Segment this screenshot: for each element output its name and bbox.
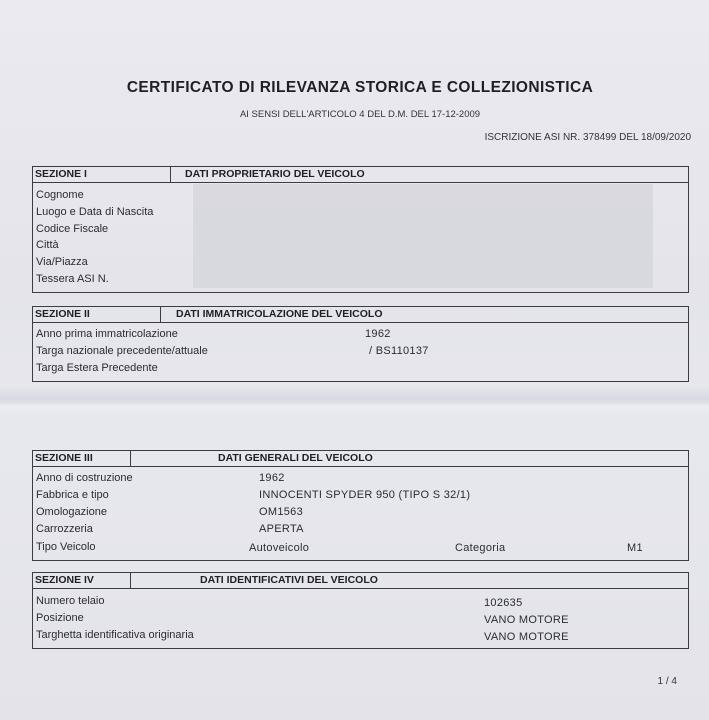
section-header <box>33 573 688 589</box>
categoria-value: M1 <box>627 542 643 554</box>
field-value: 1962 <box>259 472 285 484</box>
section-title: DATI PROPRIETARIO DEL VEICOLO <box>185 168 365 180</box>
field-value: APERTA <box>259 523 304 535</box>
field-label: Via/Piazza <box>36 256 88 268</box>
field-value: VANO MOTORE <box>484 614 569 626</box>
redacted-area <box>193 184 653 288</box>
section-owner <box>32 166 689 293</box>
field-value: OM1563 <box>259 506 303 518</box>
section-registration <box>32 306 689 382</box>
field-label: Targa Estera Precedente <box>36 362 158 374</box>
field-label: Targhetta identificativa originaria <box>36 629 194 641</box>
field-value: 102635 <box>484 597 523 609</box>
field-label: Anno di costruzione <box>36 472 133 484</box>
section-label: SEZIONE I <box>33 167 171 182</box>
field-value: VANO MOTORE <box>484 631 569 643</box>
field-label: Omologazione <box>36 506 107 518</box>
field-label: Tessera ASI N. <box>36 273 109 285</box>
section-header <box>33 451 688 467</box>
section-general <box>32 450 689 561</box>
section-label: SEZIONE III <box>33 451 131 466</box>
registration-number: ISCRIZIONE ASI NR. 378499 DEL 18/09/2020 <box>484 132 691 143</box>
field-value: 1962 <box>365 328 391 340</box>
field-label: Carrozzeria <box>36 523 93 535</box>
section-title: DATI IDENTIFICATIVI DEL VEICOLO <box>200 574 378 586</box>
paper-fold <box>0 386 709 416</box>
field-label: Cognome <box>36 189 84 201</box>
field-label: Posizione <box>36 612 84 624</box>
section-label: SEZIONE IV <box>33 573 131 588</box>
document-title: CERTIFICATO DI RILEVANZA STORICA E COLLEZIONISTICA <box>126 79 594 96</box>
section-header <box>33 307 688 323</box>
field-label: Luogo e Data di Nascita <box>36 206 154 218</box>
field-value: / BS110137 <box>369 345 429 357</box>
field-label: Targa nazionale precedente/attuale <box>36 345 208 357</box>
field-label: Numero telaio <box>36 595 105 607</box>
field-label: Codice Fiscale <box>36 223 109 235</box>
document-subtitle: AI SENSI DELL'ARTICOLO 4 DEL D.M. DEL 17-12-2009 <box>239 109 481 120</box>
section-header <box>33 167 688 183</box>
field-label: Città <box>36 239 59 251</box>
section-title: DATI GENERALI DEL VEICOLO <box>218 452 373 464</box>
section-label: SEZIONE II <box>33 307 161 322</box>
section-identification <box>32 572 689 649</box>
field-label: Tipo Veicolo <box>36 541 96 553</box>
field-label: Anno prima immatricolazione <box>36 328 178 340</box>
field-value: INNOCENTI SPYDER 950 (TIPO S 32/1) <box>259 489 471 501</box>
field-label: Fabbrica e tipo <box>36 489 109 501</box>
page-number: 1 / 4 <box>657 676 677 687</box>
field-value: Autoveicolo <box>249 542 310 554</box>
categoria-label: Categoria <box>455 542 506 554</box>
section-title: DATI IMMATRICOLAZIONE DEL VEICOLO <box>176 308 383 320</box>
